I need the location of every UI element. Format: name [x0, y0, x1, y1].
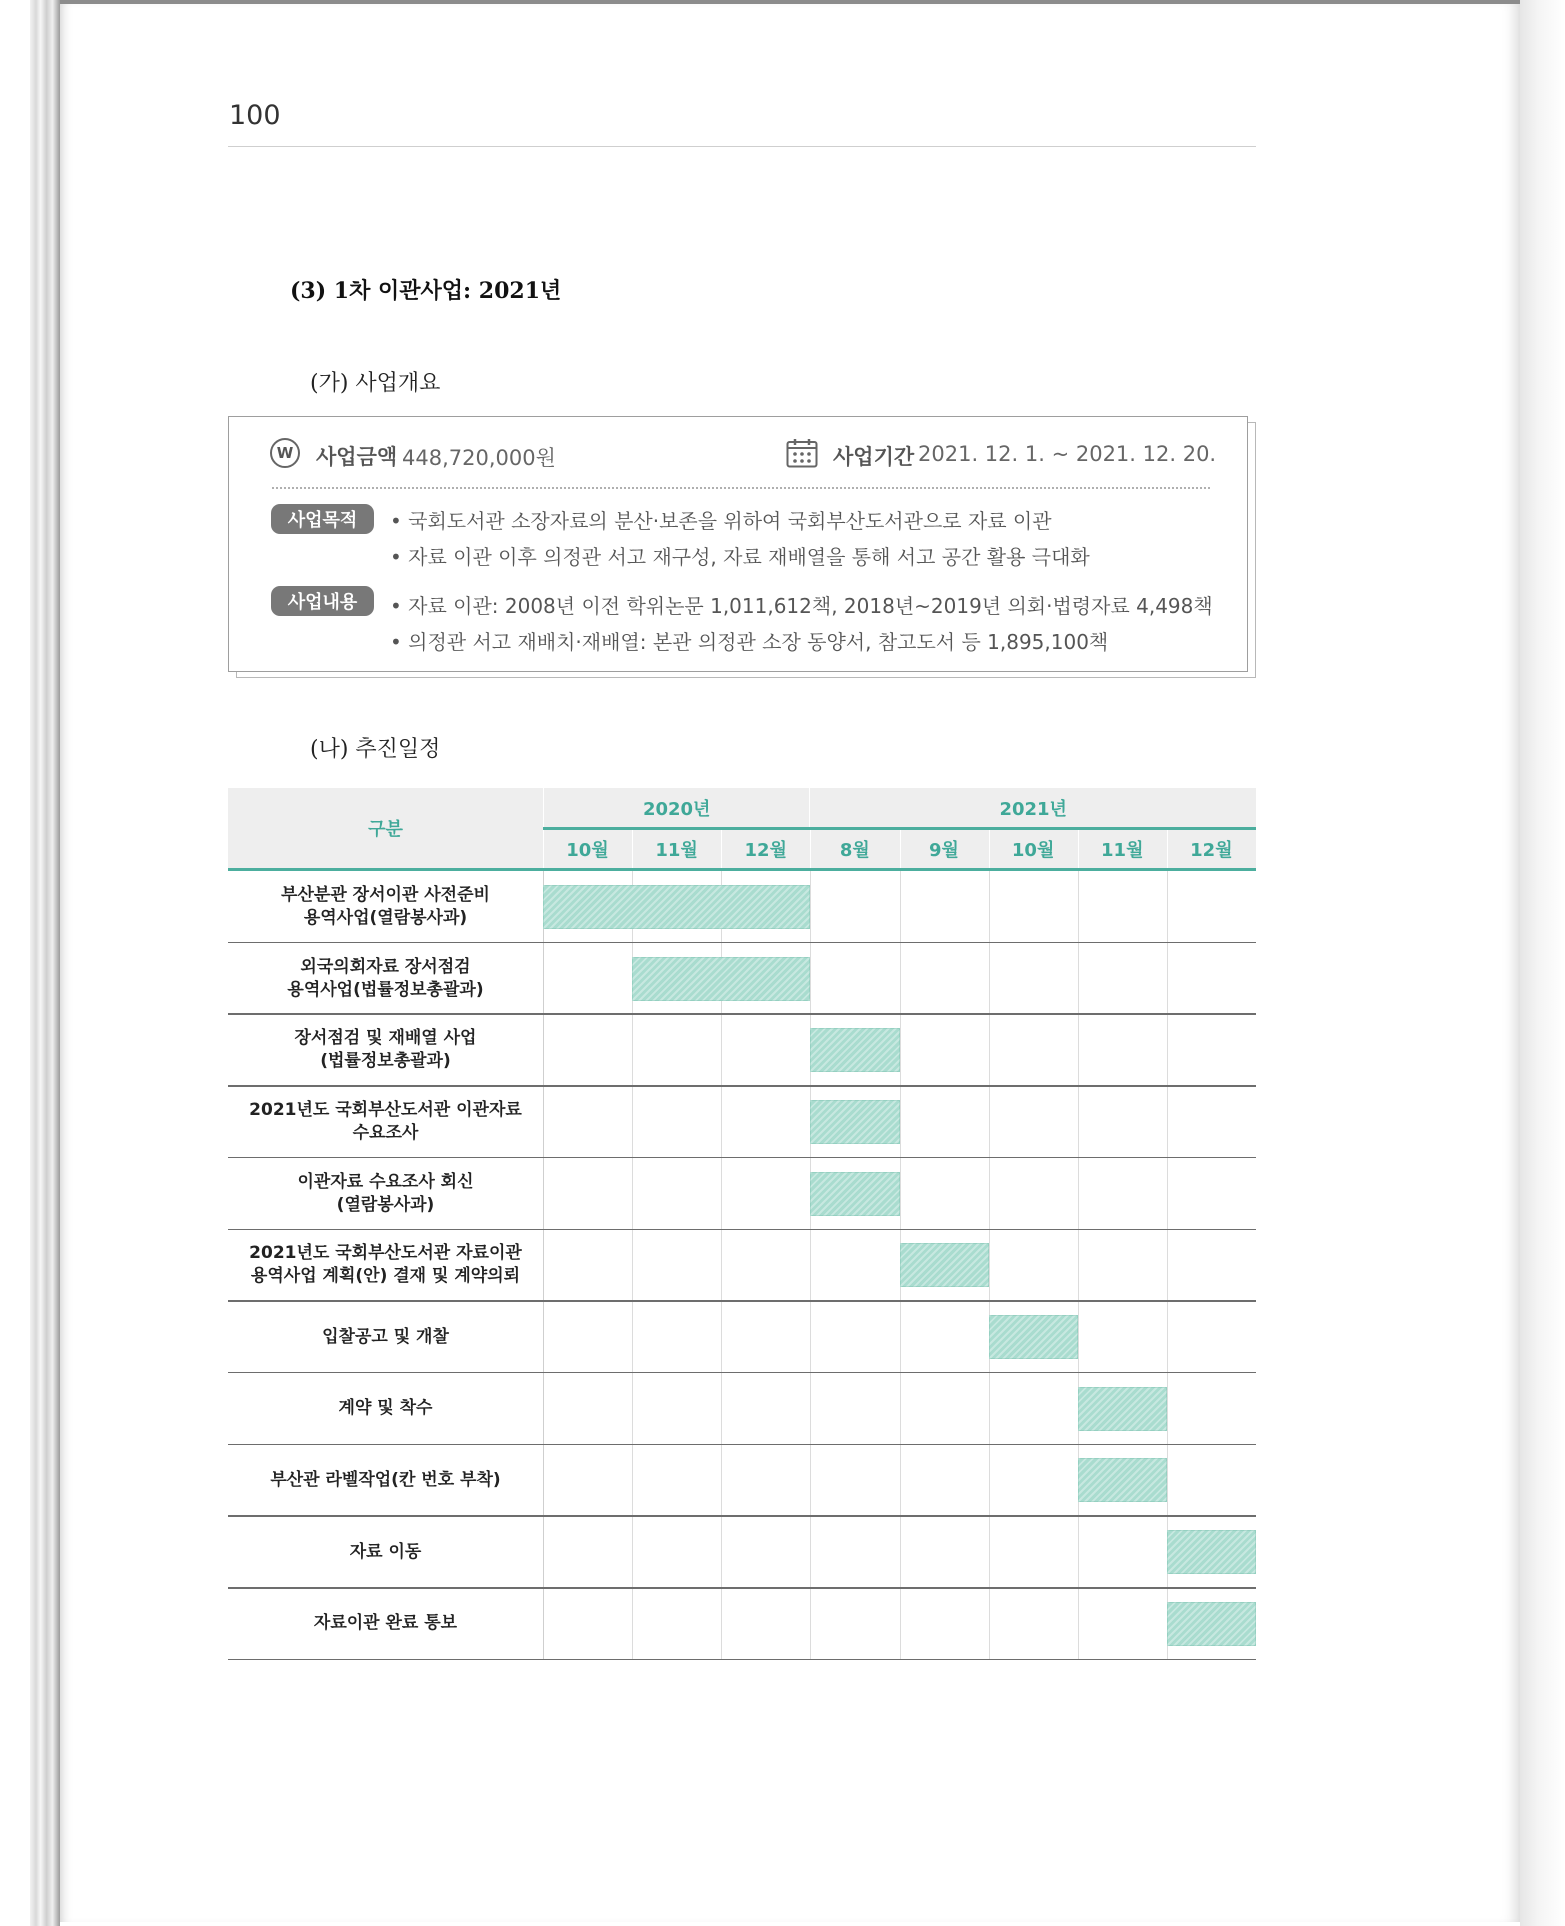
month-header: 10월 — [1011, 840, 1055, 861]
schedule-bar — [810, 1028, 899, 1072]
month-header: 8월 — [839, 840, 870, 861]
schedule-row-label — [228, 1158, 543, 1230]
schedule-bar — [1167, 1530, 1256, 1574]
schedule-row-label — [228, 943, 543, 1015]
row-label-line: 부산관 라벨작업(칸 번호 부착) — [270, 1469, 501, 1490]
schedule-row-label — [228, 1588, 543, 1660]
schedule-row-label — [228, 871, 543, 943]
schedule-row-label — [228, 1373, 543, 1445]
schedule-bar — [1078, 1387, 1167, 1431]
year-2021-header: 2021년 — [999, 799, 1067, 820]
content-item: • 의정관 서고 재배치·재배열: 본관 의정관 소장 동양서, 참고도서 등 1,895,100책 — [390, 630, 1109, 654]
month-header: 10월 — [566, 840, 609, 861]
row-label-line: 2021년도 국회부산도서관 이관자료 — [249, 1100, 522, 1120]
grid-column-line — [543, 871, 544, 1660]
header-category: 구분 — [368, 819, 403, 840]
row-label-line: (열람봉사과) — [336, 1194, 435, 1215]
purpose-item: • 자료 이관 이후 의정관 서고 재구성, 자료 재배열을 통해 서고 공간 활용 극대화 — [390, 545, 1090, 569]
schedule-bar — [989, 1315, 1078, 1359]
month-separator — [900, 830, 901, 868]
row-label-line: 부산분관 장서이관 사전준비 — [281, 884, 490, 905]
amount-value: 448,720,000원 — [402, 446, 556, 470]
row-label-line: 2021년도 국회부산도서관 자료이관 — [249, 1243, 522, 1264]
schedule-row-label — [228, 1445, 543, 1517]
dotted-divider — [272, 487, 1210, 489]
row-label-line: 수요조사 — [352, 1122, 419, 1143]
month-separator — [989, 830, 990, 868]
schedule-bar — [632, 957, 810, 1001]
schedule-bar — [1078, 1458, 1167, 1502]
month-header: 12월 — [744, 840, 787, 861]
purpose-item: • 국회도서관 소장자료의 분산·보존을 위하여 국회부산도서관으로 자료 이관 — [390, 509, 1052, 533]
period-value: 2021. 12. 1. ~ 2021. 12. 20. — [918, 442, 1217, 466]
won-coin-icon: W — [270, 438, 300, 468]
header-rule — [228, 146, 1256, 147]
row-label-line: 자료 이동 — [349, 1541, 422, 1562]
book-left-edge — [30, 0, 60, 1926]
amount-label: 사업금액 — [316, 445, 398, 469]
schedule-row-label — [228, 1014, 543, 1086]
month-header: 11월 — [655, 840, 698, 861]
row-label-line: 용역사업(법률정보총괄과) — [287, 979, 484, 1000]
page-number: 100 — [229, 100, 281, 131]
month-header: 12월 — [1190, 840, 1233, 861]
content-badge: 사업내용 — [271, 586, 374, 616]
schedule-bar — [1167, 1602, 1256, 1646]
subsection-schedule-title: (나) 추진일정 — [310, 737, 441, 762]
month-header: 11월 — [1101, 840, 1144, 861]
row-label-line: 용역사업 계획(안) 결재 및 계약의뢰 — [250, 1266, 521, 1287]
schedule-table — [228, 788, 1256, 1660]
month-header: 9월 — [929, 840, 959, 861]
purpose-badge: 사업목적 — [271, 504, 374, 534]
schedule-row-label — [228, 1516, 543, 1588]
row-label-line: 장서점검 및 재배열 사업 — [294, 1028, 477, 1049]
row-label-line: 계약 및 착수 — [338, 1398, 433, 1419]
month-separator — [632, 830, 633, 868]
row-label-line: 외국의회자료 장서점검 — [300, 956, 471, 977]
schedule-row-label — [228, 1230, 543, 1302]
period-label: 사업기간 — [833, 445, 915, 469]
section-title: (3) 1차 이관사업: 2021년 — [290, 278, 562, 304]
row-label-line: 자료이관 완료 통보 — [313, 1613, 458, 1634]
schedule-row-label — [228, 1301, 543, 1373]
grid-column-line — [1078, 871, 1079, 1660]
calendar-icon — [786, 438, 818, 468]
row-label-line: (법률정보총괄과) — [320, 1051, 451, 1072]
month-separator — [1078, 830, 1079, 868]
row-label-line: 용역사업(열람봉사과) — [303, 907, 468, 928]
content-item: • 자료 이관: 2008년 이전 학위논문 1,011,612책, 2018년~2019년 의회·법령자료 4,498책 — [390, 594, 1213, 618]
year-separator — [809, 788, 810, 828]
subsection-overview-title: (가) 사업개요 — [310, 371, 441, 396]
row-label-line: 이관자료 수요조사 회신 — [297, 1171, 474, 1192]
grid-column-line — [810, 871, 811, 1660]
schedule-bar — [810, 1172, 899, 1216]
month-separator — [721, 830, 722, 868]
row-divider — [228, 1659, 1256, 1661]
grid-column-line — [989, 871, 990, 1660]
schedule-bar — [810, 1100, 899, 1144]
schedule-bar — [543, 885, 810, 929]
book-right-edge — [1520, 0, 1565, 1926]
year-2020-header: 2020년 — [642, 799, 711, 820]
schedule-row-label — [228, 1086, 543, 1158]
schedule-bar — [900, 1243, 989, 1287]
row-label-line: 입찰공고 및 개찰 — [322, 1326, 449, 1347]
month-separator — [810, 830, 811, 868]
month-separator — [1167, 830, 1168, 868]
